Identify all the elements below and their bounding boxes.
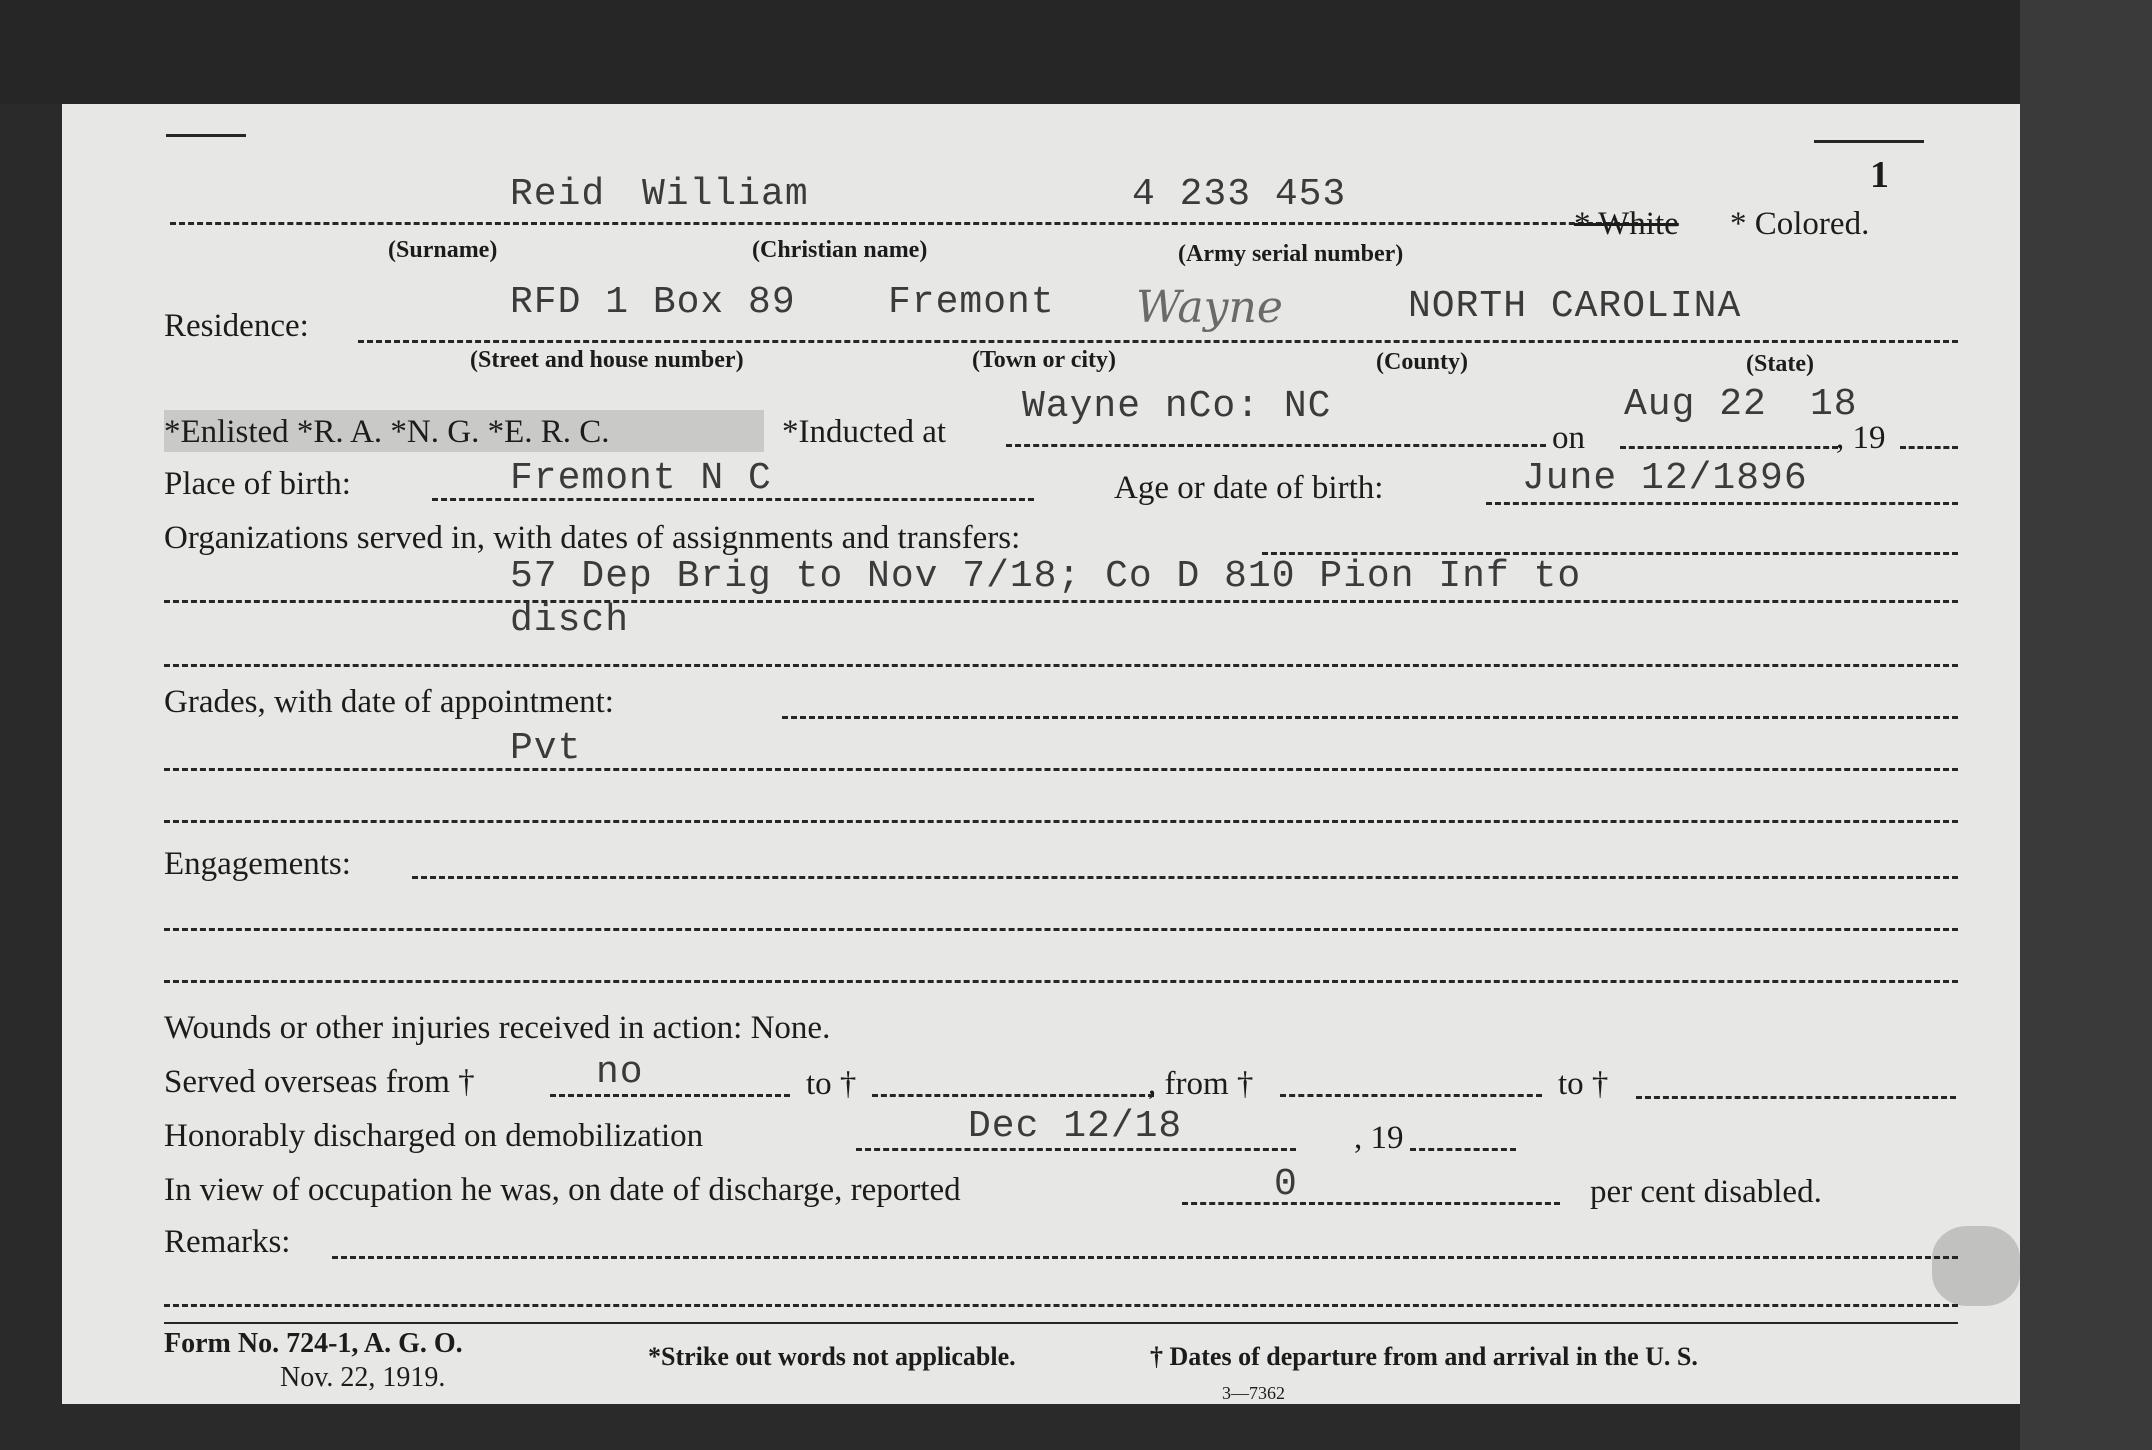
grades-line-0 (782, 716, 1958, 719)
name-line (170, 222, 1638, 225)
caption-street: (Street and house number) (470, 347, 744, 373)
disabled-percent-value: 0 (1274, 1163, 1298, 1206)
discharge-year-prefix: , 19 (1354, 1120, 1404, 1156)
date-of-birth-line (1486, 502, 1958, 505)
overseas-from2-line (1280, 1094, 1542, 1097)
residence-state-value: NORTH CAROLINA (1408, 285, 1742, 328)
on-label: on (1552, 420, 1585, 456)
overseas-from-value: no (596, 1051, 644, 1094)
organizations-line1-value: 57 Dep Brig to Nov 7/18; Co D 810 Pion Inf to (510, 555, 1582, 598)
discharge-date-line (856, 1148, 1296, 1151)
organizations-line-2 (164, 664, 1958, 667)
footnote-strike: *Strike out words not applicable. (648, 1342, 1016, 1371)
inducted-date-line (1620, 446, 1838, 449)
footer-rule (164, 1322, 1958, 1324)
inducted-at-line (1006, 444, 1546, 447)
remarks-label: Remarks: (164, 1224, 291, 1260)
inducted-at-value: Wayne nCo: NC (1022, 385, 1332, 428)
card-number: 1 (1870, 154, 1889, 196)
occupation-label: In view of occupation he was, on date of discharge, reported (164, 1172, 961, 1208)
inducted-date-value: Aug 22 (1624, 383, 1767, 426)
surname-value: Reid (510, 173, 606, 216)
caption-state: (State) (1746, 351, 1814, 377)
caption-christian: (Christian name) (752, 237, 928, 263)
inducted-label: *Inducted at (782, 414, 947, 450)
remarks-line-0 (332, 1256, 1958, 1259)
overseas-label: Served overseas from † (164, 1064, 475, 1100)
form-number: Form No. 724-1, A. G. O. (164, 1328, 463, 1359)
engagements-line-2 (164, 980, 1958, 983)
caption-county: (County) (1376, 349, 1469, 375)
date-of-birth-value: June 12/1896 (1522, 457, 1808, 500)
residence-line (358, 340, 1958, 343)
residence-street-value: RFD 1 Box 89 (510, 281, 796, 324)
remarks-line-1 (164, 1304, 1958, 1307)
place-of-birth-line (432, 498, 1034, 501)
discharge-date-value: Dec 12/18 (968, 1105, 1183, 1148)
christian-name-value: William (642, 173, 809, 216)
age-label: Age or date of birth: (1114, 470, 1384, 506)
form-date: Nov. 22, 1919. (280, 1362, 446, 1393)
race-white-struck: * White (1574, 206, 1679, 242)
overseas-from2-label: , from † (1148, 1066, 1254, 1102)
scanner-background-top (0, 0, 2152, 104)
inducted-year-line (1900, 446, 1958, 449)
grade-value: Pvt (510, 727, 582, 770)
engagements-line-1 (164, 928, 1958, 931)
race-colored: * Colored. (1730, 206, 1870, 242)
organizations-line2-value: disch (510, 599, 630, 642)
grades-label: Grades, with date of appointment: (164, 684, 614, 720)
discharged-label: Honorably discharged on demobilization (164, 1118, 704, 1154)
overseas-to2-label: to † (1558, 1066, 1609, 1102)
engagements-label: Engagements: (164, 846, 351, 882)
caption-town: (Town or city) (972, 347, 1116, 373)
service-record-card (62, 104, 2020, 1404)
corner-mark-right (1814, 140, 1924, 143)
residence-county-value: Wayne (1136, 282, 1283, 333)
caption-surname: (Surname) (388, 237, 498, 263)
corner-mark-left (166, 134, 246, 137)
inducted-year-value: 18 (1810, 383, 1858, 426)
residence-label: Residence: (164, 308, 309, 344)
caption-serial: (Army serial number) (1178, 241, 1404, 267)
organizations-line-1 (164, 600, 1958, 603)
footnote-dagger: † Dates of departure from and arrival in the U. S. (1150, 1342, 1698, 1371)
overseas-to2-line (1636, 1096, 1956, 1099)
wounds-label: Wounds or other injuries received in action: None. (164, 1010, 831, 1046)
scanner-background-right (2020, 0, 2152, 1450)
residence-town-value: Fremont (888, 281, 1055, 324)
overseas-to-line (872, 1094, 1154, 1097)
print-code: 3—7362 (1222, 1383, 1285, 1403)
organizations-label: Organizations served in, with dates of assignments and transfers: (164, 520, 1021, 556)
place-of-birth-value: Fremont N C (510, 457, 772, 500)
grades-line-2 (164, 820, 1958, 823)
inducted-year-prefix: , 19 (1836, 420, 1886, 456)
disabled-percent-line (1182, 1202, 1560, 1205)
enlisted-label: *Enlisted *R. A. *N. G. *E. R. C. (164, 414, 610, 450)
discharge-year-line (1410, 1148, 1516, 1151)
ink-smudge (1932, 1226, 2020, 1306)
overseas-to-label: to † (806, 1066, 857, 1102)
grades-line-1 (164, 768, 1958, 771)
disabled-label: per cent disabled. (1590, 1174, 1822, 1210)
engagements-line-0 (412, 876, 1958, 879)
place-of-birth-label: Place of birth: (164, 466, 351, 502)
serial-number-value: 4 233 453 (1132, 173, 1347, 216)
overseas-from-line (550, 1094, 790, 1097)
